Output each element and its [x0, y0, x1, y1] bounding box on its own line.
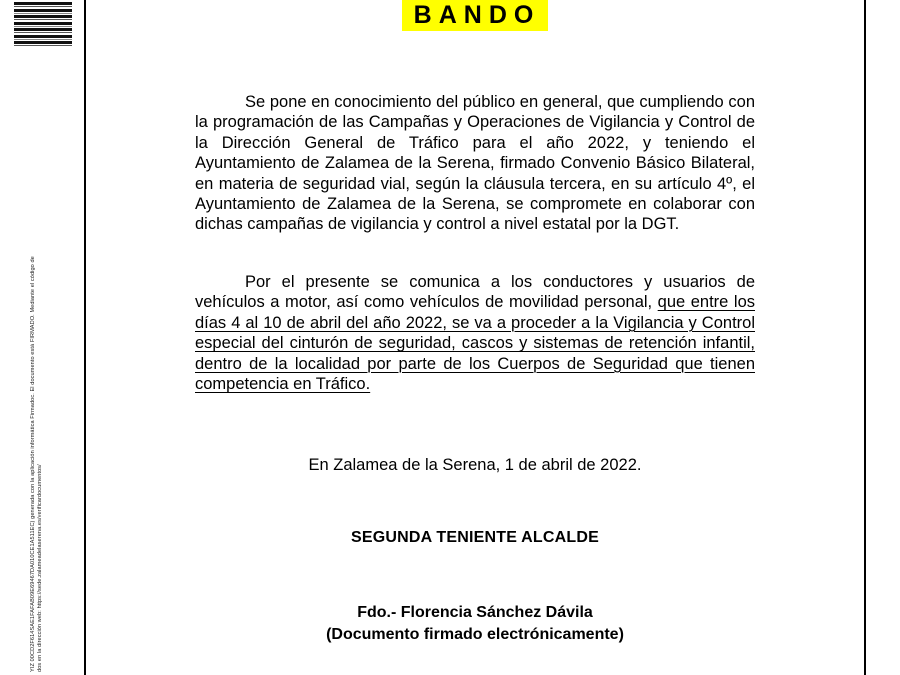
paragraph-2 [195, 272, 755, 394]
paragraph-2-underlined-text: que entre los días 4 al 10 de abril del año 2022, se va a proceder a la Vigilancia y Control especial del cinturón de seguridad, cascos y sistemas de retención infantil, dentro de la localidad por parte de los Cuerpos de Seguridad que tienen competencia en Tráfico. [195, 293, 755, 394]
paragraph-2-plain-text: Por el presente se comunica a los conductores y usuarios de vehículos a motor, así como vehículos de movilidad personal, [195, 273, 755, 312]
place-and-date: En Zalamea de la Serena, 1 de abril de 2022. [308, 456, 642, 474]
paragraph-1-text: Se pone en conocimiento del público en general, que cumpliendo con la programación de las Campañas y Operaciones de Vigilancia y Control de la Dirección General de Tráfico para el año 2022, y teniendo el Ayuntamiento de Zalamea de la Serena, firmado Convenio Básico Bilateral, en materia de seguridad vial, según la cláusula tercera, en su artículo 4º, el Ayuntamiento de Zalamea de la Serena, se compromete en colaborar con dichas campañas de vigilancia y control a nivel estatal por la DGT. [195, 93, 755, 234]
vertical-text-line-2: dos en la dirección web: https://sede.zalameadelaserena.es/verificardocumentos/ [37, 464, 43, 672]
page-title: BANDO [402, 0, 549, 31]
vertical-verification-text [0, 0, 84, 675]
title-row [86, 0, 864, 31]
signature-block [195, 602, 755, 646]
document-content [86, 0, 864, 675]
signature-margin-strip [0, 0, 84, 675]
electronic-signature-note: (Documento firmado electrónicamente) [326, 626, 624, 643]
paragraph-1 [195, 92, 755, 235]
signer-name: Fdo.- Florencia Sánchez Dávila [357, 604, 593, 621]
vertical-text-line-1: YIZ 00CD2F614SAE1FAFAB09E69467DA010CE1A511EC) generada con la aplicación informática Firmadoc. El documento está FIRMADO. Mediante el código de [30, 256, 36, 672]
signer-role: SEGUNDA TENIENTE ALCALDE [350, 529, 600, 546]
right-border-rule [864, 0, 866, 675]
